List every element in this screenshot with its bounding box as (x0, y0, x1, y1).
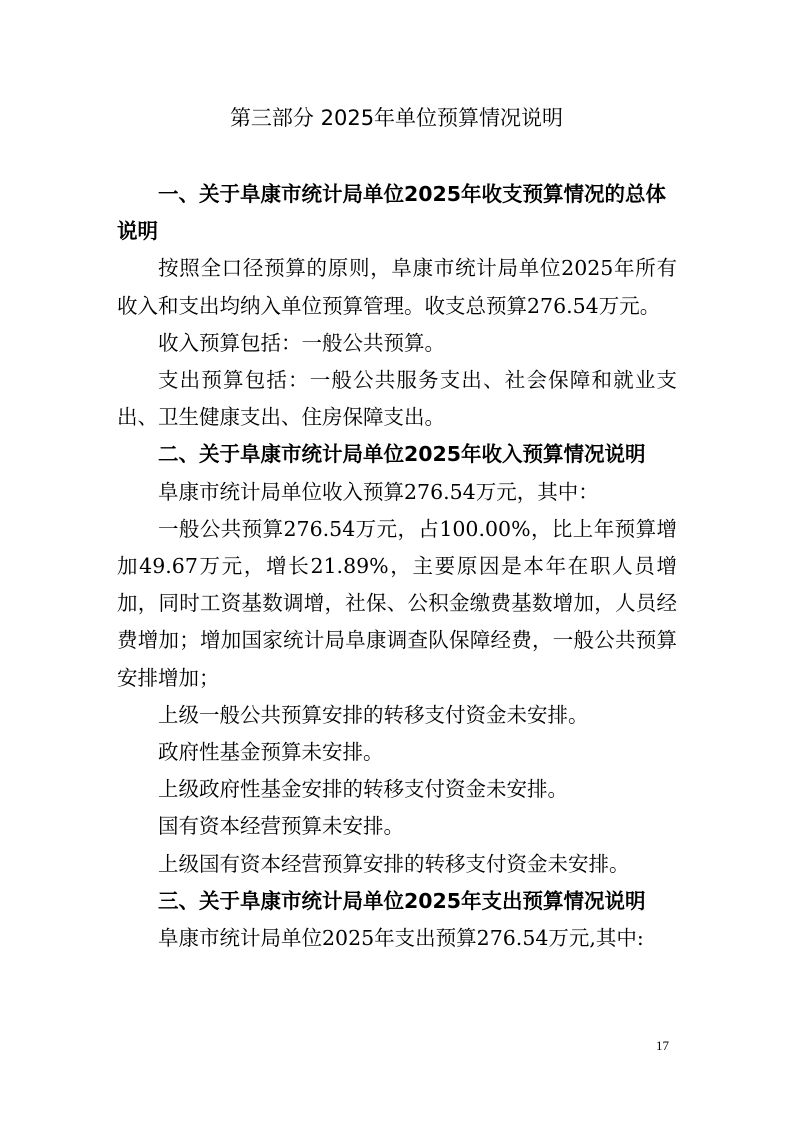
paragraph: 按照全口径预算的原则，阜康市统计局单位2025年所有收入和支出均纳入单位预算管理。收支总预算276.54万元。 (117, 256, 677, 318)
paragraph: 上级一般公共预算安排的转移支付资金未安排。 (158, 702, 589, 727)
section-heading-3: 三、关于阜康市统计局单位2025年支出预算情况说明 (158, 888, 646, 913)
paragraph: 阜康市统计局单位2025年支出预算276.54万元,其中: (158, 926, 644, 951)
page-number: 17 (656, 1038, 669, 1053)
paragraph: 支出预算包括：一般公共服务支出、社会保障和就业支出、卫生健康支出、住房保障支出。 (117, 368, 677, 430)
paragraph: 政府性基金预算未安排。 (158, 740, 384, 765)
paragraph: 上级政府性基金安排的转移支付资金未安排。 (158, 777, 568, 802)
paragraph: 一般公共预算276.54万元，占100.00%，比上年预算增加49.67万元，增长21.89%，主要原因是本年在职人员增加，同时工资基数调增，社保、公积金缴费基数增加，人员经费增加；增加国家统计局阜康调查队保障经费，一般公共预算安排增加； (117, 516, 677, 690)
paragraph: 收入预算包括：一般公共预算。 (158, 330, 445, 355)
paragraph: 阜康市统计局单位收入预算276.54万元，其中： (158, 479, 599, 504)
paragraph: 上级国有资本经营预算安排的转移支付资金未安排。 (158, 851, 630, 876)
paragraph: 国有资本经营预算未安排。 (158, 814, 404, 839)
document-body (117, 176, 677, 957)
section-heading-2: 二、关于阜康市统计局单位2025年收入预算情况说明 (158, 442, 646, 467)
page-title: 第三部分 2025年单位预算情况说明 (229, 106, 564, 130)
section-heading-1: 一、关于阜康市统计局单位2025年收支预算情况的总体说明 (117, 182, 667, 244)
